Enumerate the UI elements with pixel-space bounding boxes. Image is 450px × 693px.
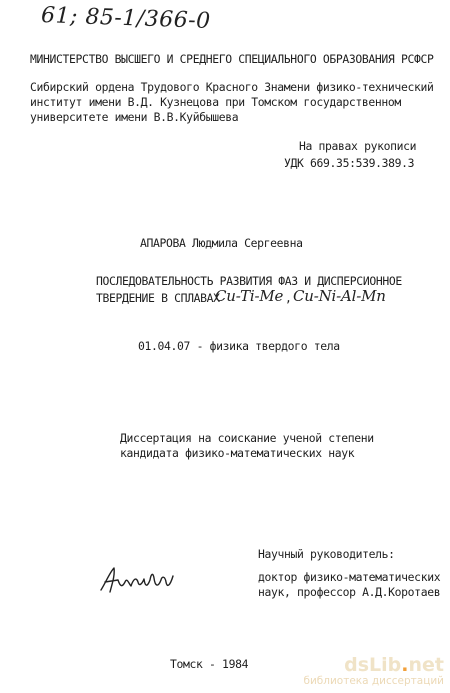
author-name: АПАРОВА Людмила Сергеевна bbox=[140, 236, 303, 250]
watermark-logo bbox=[303, 655, 444, 675]
watermark-logo-main: dsLib bbox=[344, 654, 402, 676]
specialty-code: 01.04.07 - физика твердого тела bbox=[138, 339, 340, 353]
title-line-2-prefix: ТВЕРДЕНИЕ В СПЛАВАХ bbox=[96, 291, 220, 305]
institute-line-1: Сибирский ордена Трудового Красного Знамени физико-технический bbox=[30, 80, 434, 94]
alloy-cu-ti-me: Cu-Ti-Me bbox=[215, 287, 284, 305]
institute-line-2: институт имени В.Д. Кузнецова при Томском государственном bbox=[30, 95, 401, 109]
dissertation-line-1: Диссертация на соискание ученой степени bbox=[120, 431, 374, 445]
supervisor-heading: Научный руководитель: bbox=[258, 547, 395, 561]
supervisor-line-1: доктор физико-математических bbox=[258, 570, 441, 584]
handwritten-reference-number: 61; 85-1/366-0 bbox=[40, 3, 212, 34]
handwritten-signature-icon bbox=[98, 562, 178, 596]
title-line-1: ПОСЛЕДОВАТЕЛЬНОСТЬ РАЗВИТИЯ ФАЗ И ДИСПЕРСИОННОЕ bbox=[96, 274, 402, 288]
watermark bbox=[303, 655, 444, 687]
dissertation-line-2: кандидата физико-математических наук bbox=[120, 446, 355, 460]
title-separator: , bbox=[285, 291, 292, 305]
supervisor-line-2: наук, профессор А.Д.Коротаев bbox=[258, 585, 441, 599]
watermark-logo-dot: . bbox=[401, 654, 409, 676]
alloy-cu-ni-al-mn: Cu-Ni-Al-Mn bbox=[293, 287, 386, 305]
watermark-subtitle: библиотека диссертаций bbox=[303, 675, 444, 687]
watermark-logo-tld: net bbox=[408, 654, 444, 676]
udk-code: УДК 669.35:539.389.3 bbox=[284, 156, 415, 170]
institute-line-3: университете имени В.В.Куйбышева bbox=[30, 110, 239, 124]
place-and-year: Томск - 1984 bbox=[170, 657, 249, 671]
ministry-line: МИНИСТЕРСТВО ВЫСШЕГО И СРЕДНЕГО СПЕЦИАЛЬНОГО ОБРАЗОВАНИЯ РСФСР bbox=[30, 52, 434, 66]
manuscript-rights: На правах рукописи bbox=[299, 139, 417, 153]
